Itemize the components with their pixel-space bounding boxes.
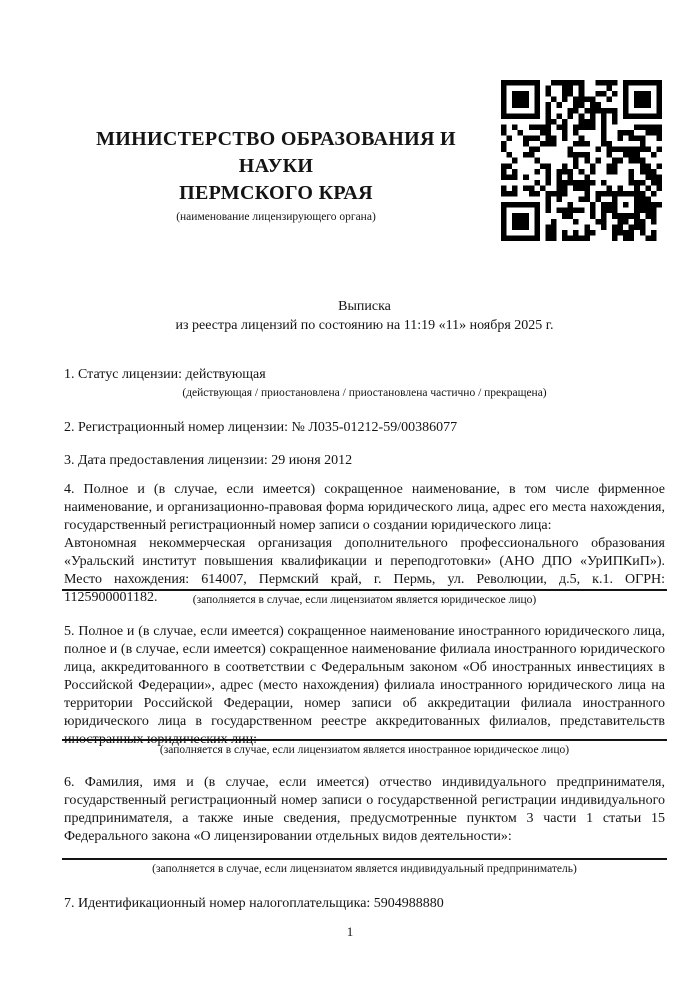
- ministry-caption: (наименование лицензирующего органа): [176, 211, 376, 223]
- document-title: [64, 297, 665, 335]
- qr-code-icon: [501, 80, 662, 241]
- license-status-line: 1. Статус лицензии: действующая: [64, 367, 266, 382]
- entrepreneur-caption: (заполняется в случае, если лицензиатом является индивидуальный предприниматель): [152, 863, 577, 875]
- legal-entity-label: 4. Полное и (в случае, если имеется) сокращенное наименование, в том числе фирменное наименование, и организационно-правовая форма юридического лица, адрес его места нахождения, государственный регистрационный номер записи о создании юридического лица:: [64, 482, 665, 533]
- document-title-line2: из реестра лицензий по состоянию на 11:19 «11» ноября 2025 г.: [175, 318, 554, 333]
- entrepreneur-section: [64, 774, 665, 846]
- document-title-line1: Выписка: [338, 299, 391, 314]
- ministry-header: [64, 126, 488, 224]
- registration-number-line: 2. Регистрационный номер лицензии: № Л035-01212-59/00386077: [64, 420, 458, 435]
- ministry-title-line2: ПЕРМСКОГО КРАЯ: [179, 182, 373, 204]
- license-status-caption: (действующая / приостановлена / приостановлена частично / прекращена): [182, 387, 547, 399]
- divider-rule: [62, 739, 667, 741]
- entrepreneur-label: 6. Фамилия, имя и (в случае, если имеется) отчество индивидуального предпринимателя, государственный регистрационный номер записи о государственной регистрации индивидуального предпринимателя, а также иные сведения, предусмотренные пунктом 3 части 1 статьи 15 Федерального закона «О лицензировании отдельных видов деятельности»:: [64, 775, 665, 844]
- foreign-entity-section: [64, 623, 665, 749]
- divider-rule: [62, 589, 667, 591]
- legal-entity-value: Автономная некоммерческая организация дополнительного профессионального образования «Уральский институт повышения квалификации и переподготовки» (АНО ДПО «УрИПКиП»). Место нахождения: 614007, Пермский край, г. Пермь, ул. Революции, д.5, к.1. ОГРН: 1125900001182.: [64, 536, 665, 605]
- page-number: 1: [346, 924, 354, 939]
- foreign-entity-label: 5. Полное и (в случае, если имеется) сокращенное наименование иностранного юридического лица, полное и (в случае, если имеется) сокращенное наименование филиала иностранного юридического лица, аккредитованного в соответствии с Федеральным законом «Об иностранных инвестициях в Российской Федерации», адрес (место нахождения) филиала иностранного юридического лица на территории Российской Федерации, номер записи об аккредитации филиала иностранного юридического лица в государственном реестре аккредитованных филиалов, представительств иностранных юридических лиц:: [64, 624, 665, 747]
- license-date-line: 3. Дата предоставления лицензии: 29 июня 2012: [64, 453, 353, 468]
- divider-rule: [62, 858, 667, 860]
- taxpayer-number-line: 7. Идентификационный номер налогоплательщика: 5904988880: [64, 896, 444, 911]
- foreign-entity-caption: (заполняется в случае, если лицензиатом является иностранное юридическое лицо): [159, 744, 570, 756]
- legal-entity-caption: (заполняется в случае, если лицензиатом является юридическое лицо): [192, 594, 537, 606]
- ministry-title-line1: МИНИСТЕРСТВО ОБРАЗОВАНИЯ И НАУКИ: [96, 128, 456, 177]
